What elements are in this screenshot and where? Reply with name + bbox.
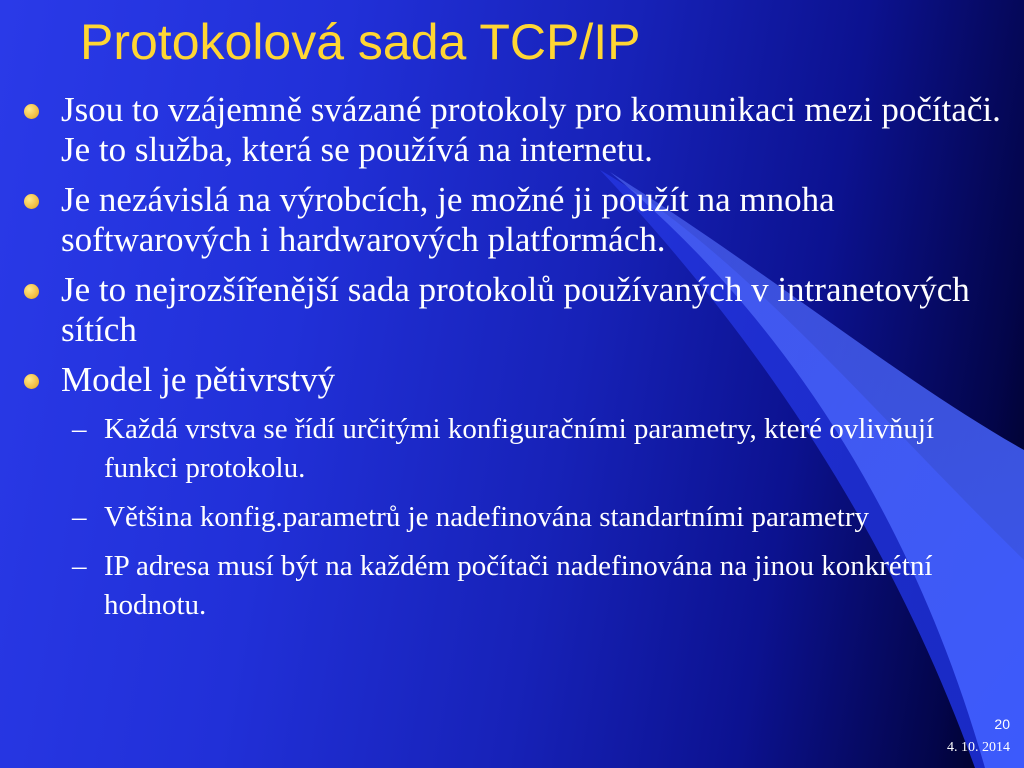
bullet-item <box>24 360 1014 400</box>
slide-date: 4. 10. 2014 <box>947 740 1010 755</box>
subbullet-text: Většina konfig.parametrů je nadefinována standartními parametry <box>104 501 869 533</box>
bullet-item <box>24 180 1014 260</box>
slide-title: Protokolová sada TCP/IP <box>80 14 641 70</box>
bullet-dot-icon <box>24 374 39 389</box>
subbullet-item <box>24 410 1014 488</box>
bullet-text: Jsou to vzájemně svázané protokoly pro komunikaci mezi počítači. Je to služba, která se používá na internetu. <box>61 90 1001 169</box>
dash-marker: – <box>72 501 87 533</box>
dash-marker: – <box>72 413 87 445</box>
subbullet-item <box>24 547 1014 625</box>
slide-content <box>24 90 1014 635</box>
bullet-text: Je to nejrozšířenější sada protokolů používaných v intranetových sítích <box>61 270 970 349</box>
bullet-dot-icon <box>24 284 39 299</box>
bullet-text: Je nezávislá na výrobcích, je možné ji použít na mnoha softwarových i hardwarových platformách. <box>61 180 835 259</box>
bullet-item <box>24 270 1014 350</box>
subbullet-text: Každá vrstva se řídí určitými konfiguračními parametry, které ovlivňují funkci protokolu. <box>104 413 934 484</box>
dash-marker: – <box>72 550 87 582</box>
page-number: 20 <box>994 716 1010 732</box>
bullet-dot-icon <box>24 104 39 119</box>
bullet-item <box>24 90 1014 170</box>
bullet-dot-icon <box>24 194 39 209</box>
subbullet-text: IP adresa musí být na každém počítači nadefinována na jinou konkrétní hodnotu. <box>104 550 933 621</box>
bullet-text: Model je pětivrstvý <box>61 360 336 399</box>
subbullet-item <box>24 498 1014 537</box>
